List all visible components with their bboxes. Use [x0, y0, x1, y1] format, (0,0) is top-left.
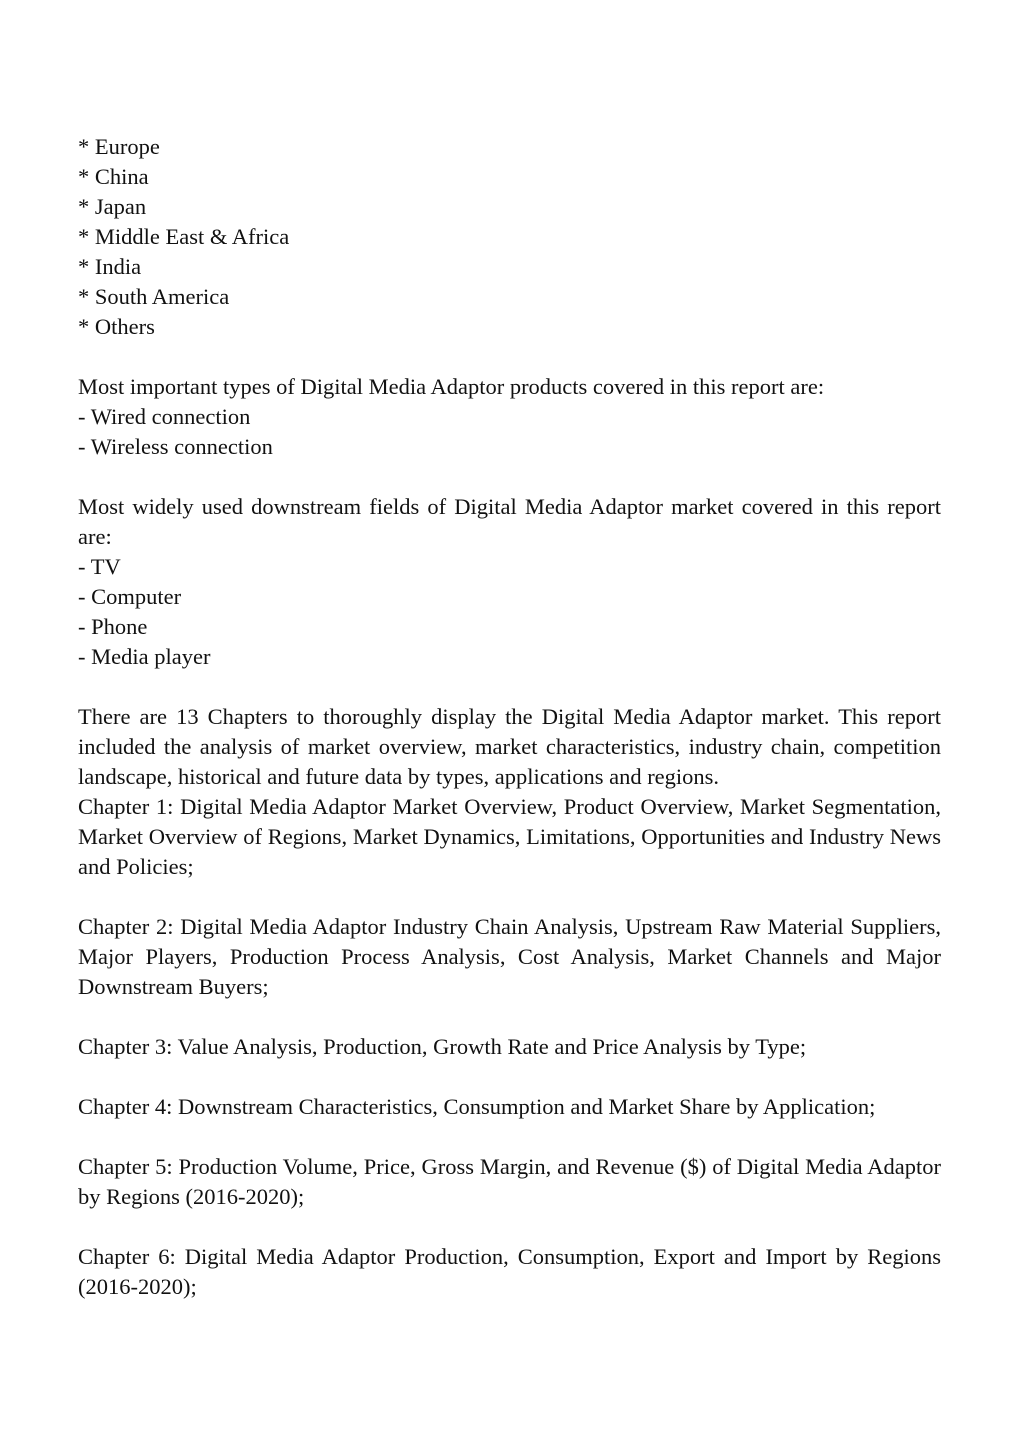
list-item: - Wireless connection: [78, 434, 273, 459]
applications-intro: Most widely used downstream fields of Digital Media Adaptor market covered in this report are:: [78, 494, 941, 549]
list-item: * South America: [78, 284, 230, 309]
regions-list: [78, 132, 941, 342]
chapter-paragraph: Chapter 1: Digital Media Adaptor Market Overview, Product Overview, Market Segmentation, Market Overview of Regions, Market Dynamics, Limitations, Opportunities and Industry News and Policies;: [78, 794, 941, 879]
paragraph-gap: [78, 1002, 941, 1032]
applications-section: [78, 492, 941, 672]
list-item: * Japan: [78, 194, 147, 219]
list-item: - Wired connection: [78, 404, 251, 429]
list-item: * India: [78, 254, 142, 279]
list-item: - Computer: [78, 584, 182, 609]
chapter-paragraph: Chapter 4: Downstream Characteristics, Consumption and Market Share by Application;: [78, 1094, 876, 1119]
paragraph-gap: [78, 1122, 941, 1152]
paragraph-gap: [78, 342, 941, 372]
chapter-paragraph: Chapter 6: Digital Media Adaptor Production, Consumption, Export and Import by Regions (2016-2020);: [78, 1244, 941, 1299]
paragraph-gap: [78, 462, 941, 492]
chapters-intro: There are 13 Chapters to thoroughly display the Digital Media Adaptor market. This report included the analysis of market overview, market characteristics, industry chain, competition landscape, historical and future data by types, applications and regions.: [78, 704, 941, 789]
paragraph-gap: [78, 1212, 941, 1242]
paragraph-gap: [78, 672, 941, 702]
list-item: * China: [78, 164, 149, 189]
chapters-section: [78, 702, 941, 1302]
list-item: * Others: [78, 314, 155, 339]
paragraph-gap: [78, 882, 941, 912]
paragraph-gap: [78, 1062, 941, 1092]
list-item: * Middle East & Africa: [78, 224, 290, 249]
list-item: - TV: [78, 554, 121, 579]
types-section: [78, 372, 941, 462]
types-intro: Most important types of Digital Media Adaptor products covered in this report are:: [78, 374, 825, 399]
chapter-paragraph: Chapter 3: Value Analysis, Production, Growth Rate and Price Analysis by Type;: [78, 1034, 807, 1059]
list-item: - Media player: [78, 644, 211, 669]
document-page: [78, 132, 941, 1302]
chapter-paragraph: Chapter 5: Production Volume, Price, Gross Margin, and Revenue ($) of Digital Media Adaptor by Regions (2016-2020);: [78, 1154, 941, 1209]
list-item: - Phone: [78, 614, 148, 639]
list-item: * Europe: [78, 134, 160, 159]
chapter-paragraph: Chapter 2: Digital Media Adaptor Industry Chain Analysis, Upstream Raw Material Suppliers, Major Players, Production Process Analysis, Cost Analysis, Market Channels and Major Downstream Buyers;: [78, 914, 941, 999]
